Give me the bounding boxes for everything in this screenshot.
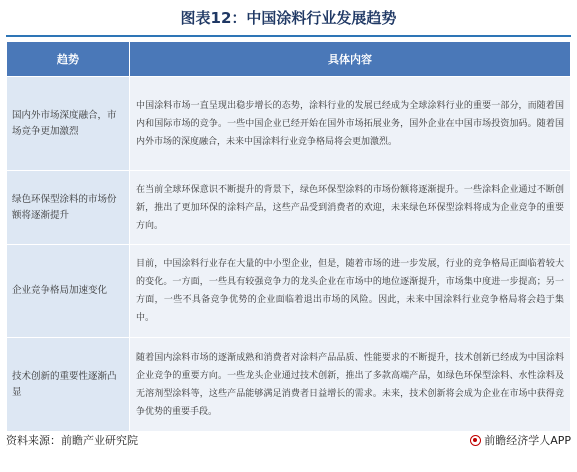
header-trend: 趋势 xyxy=(7,42,130,77)
brand-mark xyxy=(470,432,571,448)
table-row xyxy=(7,338,571,432)
content-cell: 在当前全球环保意识不断提升的背景下，绿色环保型涂料的市场份额将逐渐提升。一些涂料企业通过不断创新，推出了更加环保的涂料产品，这些产品受到消费者的欢迎，未来绿色环保型涂料将成为企业竞争的重要方向。 xyxy=(130,171,571,245)
trend-cell: 国内外市场深度融合，市场竞争更加激烈 xyxy=(7,77,130,171)
source-note: 资料来源：前瞻产业研究院 xyxy=(6,434,138,447)
page-title: 图表12：中国涂料行业发展趋势 xyxy=(180,9,397,27)
table-row xyxy=(7,171,571,245)
table-header-row xyxy=(7,42,571,77)
content-cell: 随着国内涂料市场的逐渐成熟和消费者对涂料产品品质、性能要求的不断提升，技术创新已经成为中国涂料企业竞争的重要方向。一些龙头企业通过技术创新，推出了多款高端产品，如绿色环保型涂料、水性涂料及无溶剂型涂料等，这些产品能够满足消费者日益增长的需求。未来，技术创新将会成为企业在市场中获得竞争优势的重要手段。 xyxy=(130,338,571,432)
table-row xyxy=(7,77,571,171)
content-cell: 目前，中国涂料行业存在大量的中小型企业，但是，随着市场的进一步发展，行业的竞争格局正面临着较大的变化。一方面，一些具有较强竞争力的龙头企业在市场中的地位逐渐提升，市场集中度进一步提高；另一方面，一些不具备竞争优势的企业面临着退出市场的风险。因此，未来中国涂料行业竞争格局将会趋于集中。 xyxy=(130,245,571,338)
header-content: 具体内容 xyxy=(130,42,571,77)
brand-name: 前瞻经济学人APP xyxy=(484,434,571,447)
trend-cell: 绿色环保型涂料的市场份额将逐渐提升 xyxy=(7,171,130,245)
footer xyxy=(6,432,571,448)
trend-cell: 企业竞争格局加速变化 xyxy=(7,245,130,338)
trends-table xyxy=(6,41,571,432)
qianzhan-logo-icon xyxy=(470,435,481,446)
title-divider xyxy=(6,35,571,37)
trend-cell: 技术创新的重要性逐渐凸显 xyxy=(7,338,130,432)
content-cell: 中国涂料市场一直呈现出稳步增长的态势，涂料行业的发展已经成为全球涂料行业的重要一部分，而随着国内和国际市场的竞争。一些中国企业已经开始在国外市场拓展业务，国外企业在中国市场投资加码。随着国内外市场的深度融合，未来中国涂料行业竞争格局将会更加激烈。 xyxy=(130,77,571,171)
table-row xyxy=(7,245,571,338)
